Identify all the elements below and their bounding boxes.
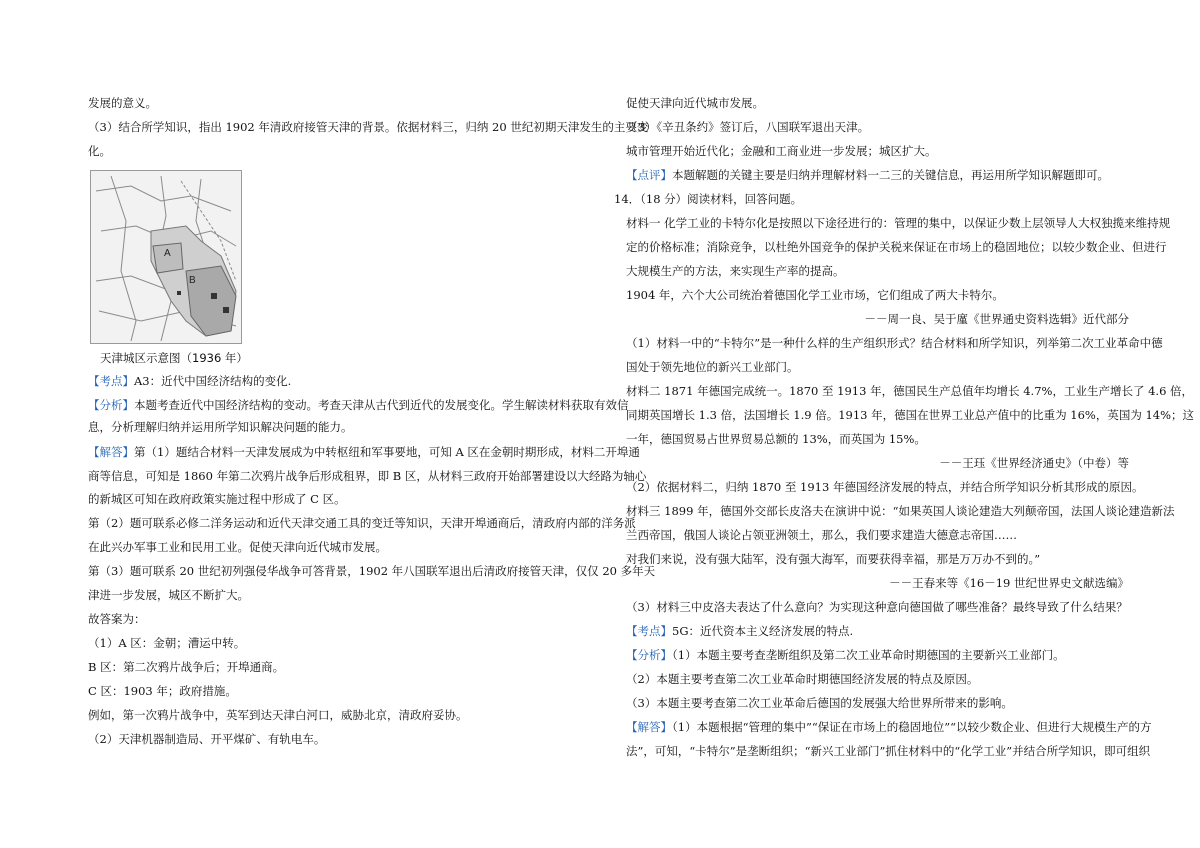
text-line: （1）A 区：金朝；漕运中转。	[88, 636, 246, 650]
kaodian-text: 5G：近代资本主义经济发展的特点.	[672, 624, 854, 638]
text-line: 法”，可知，“卡特尔”是垄断组织；“新兴工业部门”抓住材料中的“化学工业”并结合所学知识，即可组织	[626, 744, 1151, 758]
text-line: 第（3）题可联系 20 世纪初列强侵华战争可答背景，1902 年八国联军退出后清政府接管天津，仅仅 20 多年天	[88, 564, 656, 578]
text-line: B 区：第二次鸦片战争后；开埠通商。	[88, 660, 285, 674]
jieda-text: 第（1）题结合材料一天津发展成为中转枢纽和军事要地，可知 A 区在金朝时期形成，材料二开埠通	[134, 445, 640, 459]
question-14-header: 14．（18 分）阅读材料，回答问题。	[614, 192, 803, 206]
jieda-tag: 【解答】	[88, 445, 134, 459]
text-line: 例如，第一次鸦片战争中，英军到达天津白河口，威胁北京，清政府妥协。	[88, 708, 468, 722]
fenxi-text: 本题考查近代中国经济结构的变动。考查天津从古代到近代的发展变化。学生解读材料获取有效信	[134, 398, 629, 412]
text-line: 息，分析理解归纳并运用所学知识解决问题的能力。	[88, 420, 353, 434]
map-caption: 天津城区示意图（1936 年）	[100, 351, 248, 365]
kaodian-tag: 【考点】	[626, 624, 672, 638]
text-line: （3）《辛丑条约》签订后，八国联军退出天津。	[626, 120, 870, 134]
jieda-text: （1）本题根据“管理的集中”“保证在市场上的稳固地位”“以较少数企业、但进行大规模生产的方	[672, 720, 1152, 734]
fenxi-tag: 【分析】	[88, 398, 134, 412]
text-line: （2）依据材料二，归纳 1870 至 1913 年德国经济发展的特点，并结合所学知识分析其形成的原因。	[626, 480, 1144, 494]
text-line: （2）本题主要考查第二次工业革命时期德国经济发展的特点及原因。	[626, 672, 979, 686]
kaodian-line	[88, 374, 291, 388]
kaodian-tag: 【考点】	[88, 374, 134, 388]
text-line: 材料一 化学工业的卡特尔化是按照以下途径进行的：管理的集中，以保证少数上层领导人大权独揽来维持规	[626, 216, 1171, 230]
text-line: 对我们来说，没有强大陆军，没有强大海军，而要获得幸福，那是万万办不到的。”	[626, 552, 1041, 566]
text-line: 材料二 1871 年德国完成统一。1870 至 1913 年，德国民生产总值年均增长 4.7%，工业生产增长了 4.6 倍，	[626, 384, 1194, 398]
text-line: 1904 年，六个大公司统治着德国化学工业市场，它们组成了两大卡特尔。	[626, 288, 1004, 302]
dianping-line	[626, 168, 1109, 182]
text-line: 发展的意义。	[88, 96, 157, 110]
text-line: 化。	[88, 144, 111, 158]
map-label-b: B	[189, 275, 196, 286]
text-line: 的新城区可知在政府政策实施过程中形成了 C 区。	[88, 492, 346, 506]
text-line: 城市管理开始近代化；金融和工商业进一步发展；城区扩大。	[626, 144, 937, 158]
text-line: 材料三 1899 年，德国外交部长皮洛夫在演讲中说：“如果英国人谈论建造大列颠帝国，法国人谈论建造新法	[626, 504, 1175, 518]
fenxi-line	[626, 648, 1065, 662]
jieda-tag: 【解答】	[626, 720, 672, 734]
text-line: 兰西帝国，俄国人谈论占领亚洲领土，那么，我们要求建造大德意志帝国……	[626, 528, 1017, 542]
text-line: C 区：1903 年；政府措施。	[88, 684, 237, 698]
tianjin-map-figure	[90, 170, 242, 344]
text-line: 故答案为：	[88, 612, 146, 626]
fenxi-line	[88, 398, 629, 412]
fenxi-text: （1）本题主要考查垄断组织及第二次工业革命时期德国的主要新兴工业部门。	[672, 648, 1065, 662]
text-line: 大规模生产的方法，来实现生产率的提高。	[626, 264, 845, 278]
text-line: 第（2）题可联系必修二洋务运动和近代天津交通工具的变迁等知识，天津开埠通商后，清政府内部的洋务派	[88, 516, 636, 530]
source-citation: －－王春来等《16－19 世纪世界史文献选编》	[889, 576, 1129, 590]
text-line: 定的价格标准；消除竞争，以杜绝外国竞争的保护关税来保证在市场上的稳固地位；以较少数企业、但进行	[626, 240, 1167, 254]
kaodian-text: A3：近代中国经济结构的变化.	[134, 374, 292, 388]
jieda-line	[626, 720, 1151, 734]
text-line: （3）材料三中皮洛夫表达了什么意向？为实现这种意向德国做了哪些准备？最终导致了什么结果？	[626, 600, 1128, 614]
source-citation: －－王珏《世界经济通史》（中卷）等	[939, 456, 1129, 470]
dianping-tag: 【点评】	[626, 168, 672, 182]
kaodian-line	[626, 624, 853, 638]
map-label-a: A	[164, 248, 171, 259]
text-line: （3）本题主要考查第二次工业革命后德国的发展强大给世界所带来的影响。	[626, 696, 1013, 710]
jieda-line	[88, 445, 640, 459]
fenxi-tag: 【分析】	[626, 648, 672, 662]
text-line: 一年，德国贸易占世界贸易总额的 13%，而英国为 15%。	[626, 432, 926, 446]
text-line: 国处于领先地位的新兴工业部门。	[626, 360, 799, 374]
text-line: 同期英国增长 1.3 倍，法国增长 1.9 倍。1913 年，德国在世界工业总产值中的比重为 16%，英国为 14%；这	[626, 408, 1195, 422]
dianping-text: 本题解题的关键主要是归纳并理解材料一二三的关键信息，再运用所学知识解题即可。	[672, 168, 1109, 182]
text-line: 在此兴办军事工业和民用工业。促使天津向近代城市发展。	[88, 540, 387, 554]
text-line: 津进一步发展，城区不断扩大。	[88, 588, 249, 602]
text-line: 促使天津向近代城市发展。	[626, 96, 764, 110]
text-line: 商等信息，可知是 1860 年第二次鸦片战争后形成租界，即 B 区，从材料三政府开始部署建设以大经路为轴心	[88, 469, 647, 483]
source-citation: －－周一良、吴于廑《世界通史资料选辑》近代部分	[864, 312, 1129, 326]
text-line: （1）材料一中的“卡特尔”是一种什么样的生产组织形式？结合材料和所学知识，列举第二次工业革命中德	[626, 336, 1163, 350]
text-line: （2）天津机器制造局、开平煤矿、有轨电车。	[88, 732, 326, 746]
tianjin-map-drawing	[91, 171, 241, 343]
text-line: （3）结合所学知识，指出 1902 年清政府接管天津的背景。依据材料三，归纳 20 世纪初期天津发生的主要变	[88, 120, 649, 134]
